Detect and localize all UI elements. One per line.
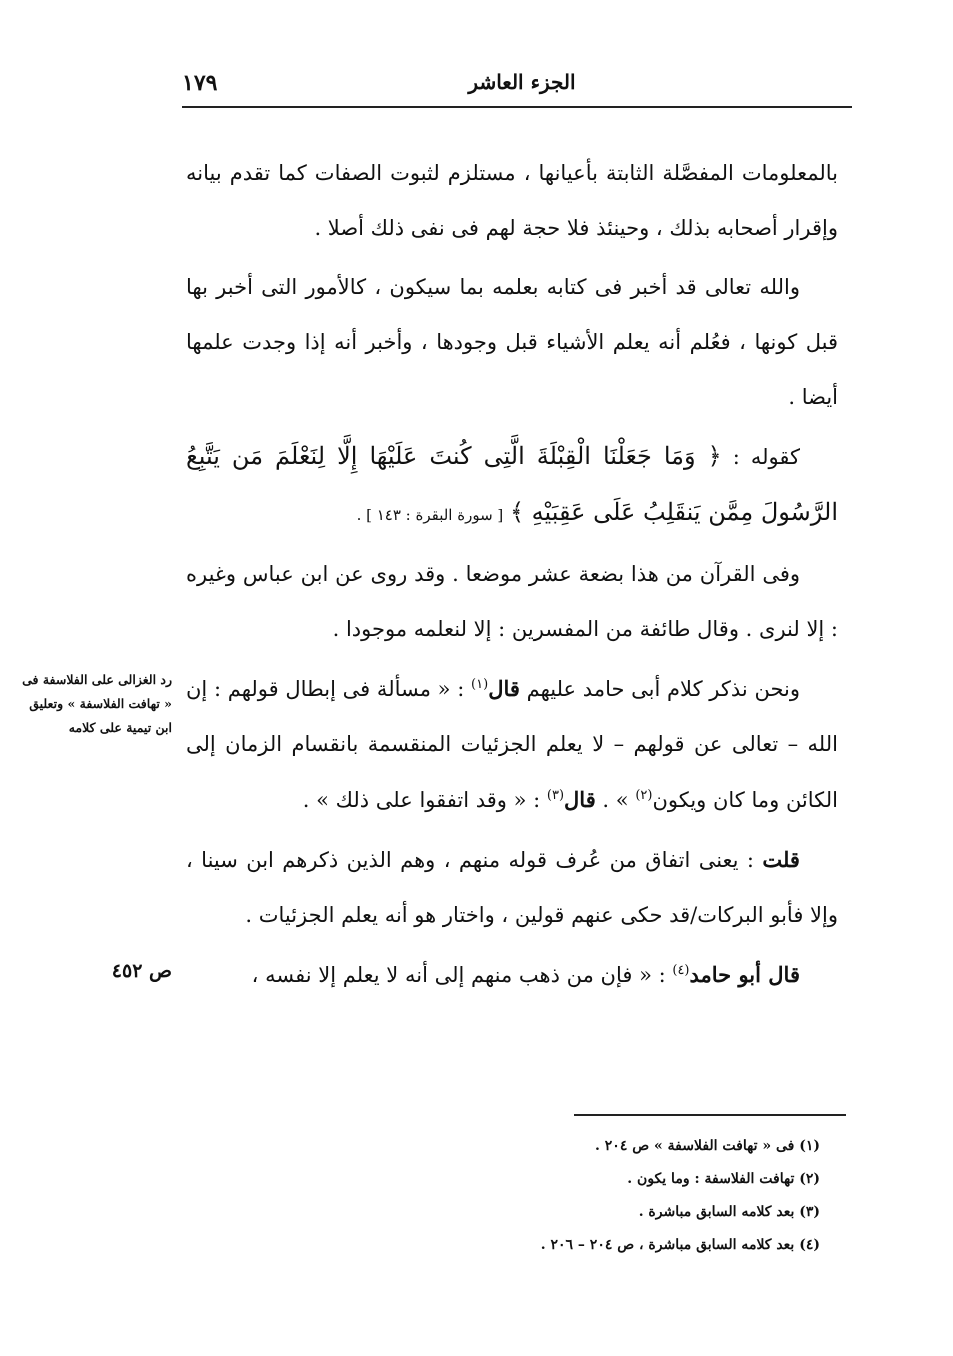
paragraph-6-text: : يعنى اتفاق من عُرف قوله منهم ، وهم الذين ذكرهم ابن سينا ، وإلا فأبو البركات/قد حكى عنهم قولين ، واختار هو أنه يعلم الجزئيات . [186,848,838,927]
qult-label: قلت [762,847,800,872]
footnote-rule [574,1114,846,1116]
paragraph-7-text: : « فإن من ذهب منهم إلى أنه لا يعلم إلا نفسه ، [251,963,666,987]
footnote-marker-2: (٢) [635,788,653,803]
paragraph-3-intro: كقوله : [732,445,800,469]
paragraph-1: بالمعلومات المفصَّلة الثابتة بأعيانها ، مستلزم لثبوت الصفات كما تقدم بيانه وإقرار أصحابه بذلك ، وحينئذ فلا حجة لهم فى نفى ذلك أصلا . [186,161,838,240]
paragraph-5 [186,661,838,828]
footnote-marker-4: (٤) [672,963,690,978]
page-number: ١٧٩ [182,70,218,96]
footnote-3: (٣) بعد كلامه السابق مباشرة . [638,1204,820,1220]
footnote-4: (٤) بعد كلامه السابق مباشرة ، ص ٢٠٤ – ٢٠٦ . [540,1237,820,1253]
paragraph-5-c: » . [602,788,629,812]
paragraph-5-d: : « وقد اتفقوا على ذلك » . [302,788,541,812]
paragraph-4: وفى القرآن من هذا بضعة عشر موضعا . وقد روى عن ابن عباس وغيره : إلا لنرى . وقال طائفة من المفسرين : إلا لنعلمه موجودا . [186,562,838,641]
main-text [186,146,838,1003]
paragraph-3 [186,429,838,543]
footnote-1: (١) فى « تهافت الفلاسفة » ص ٢٠٤ . [595,1138,820,1154]
qal-label-3: قال [564,787,596,812]
margin-page-reference: ص ٤٥٢ [111,960,172,982]
running-title: الجزء العاشر [468,70,576,94]
qal-label-1: قال [488,676,520,701]
footnotes [420,1130,820,1262]
footnote-2: (٢) تهافت الفلاسفة : وما يكون . [627,1171,820,1187]
header-rule [182,106,852,108]
paragraph-5-b: : « مسألة فى إبطال قولهم : إن الله – تعالى عن قولهم – لا يعلم الجزئيات المنقسمة بانقسام الزمان إلى الكائن وما كان ويكون [186,677,838,812]
paragraph-5-a: ونحن نذكر كلام أبى حامد عليهم [526,677,800,701]
paragraph-6 [186,832,838,943]
page-header [182,62,852,106]
footnote-marker-1: (١) [471,677,489,692]
footnote-marker-3: (٣) [546,788,565,803]
verse-reference: [ سورة البقرة : ١٤٣ ] . [356,506,504,524]
quran-verse: ﴿ وَمَا جَعَلْنَا الْقِبْلَةَ الَّتِى كُنتَ عَلَيْهَا إِلَّا لِنَعْلَمَ مَن يَتَّبِعُ الرَّسُولَ مِمَّن يَنقَلِبُ عَلَى عَقِبَيْهِ ﴾ [186,442,838,526]
paragraph-2: والله تعالى قد أخبر فى كتابه بعلمه بما سيكون ، كالأمور التى أخبر بها قبل كونها ، فعُلم أنه يعلم الأشياء قبل وجودها ، وأخبر أنه إذا وجدت علمها أيضا . [186,275,838,409]
paragraph-7 [186,947,838,1003]
margin-note: رد الغزالى على الفلاسفة فى « تهافت الفلاسفة » وتعليق ابن تيمية على كلامه [22,672,172,735]
qal-abu-hamid-label: قال أبو حامد [689,962,800,987]
